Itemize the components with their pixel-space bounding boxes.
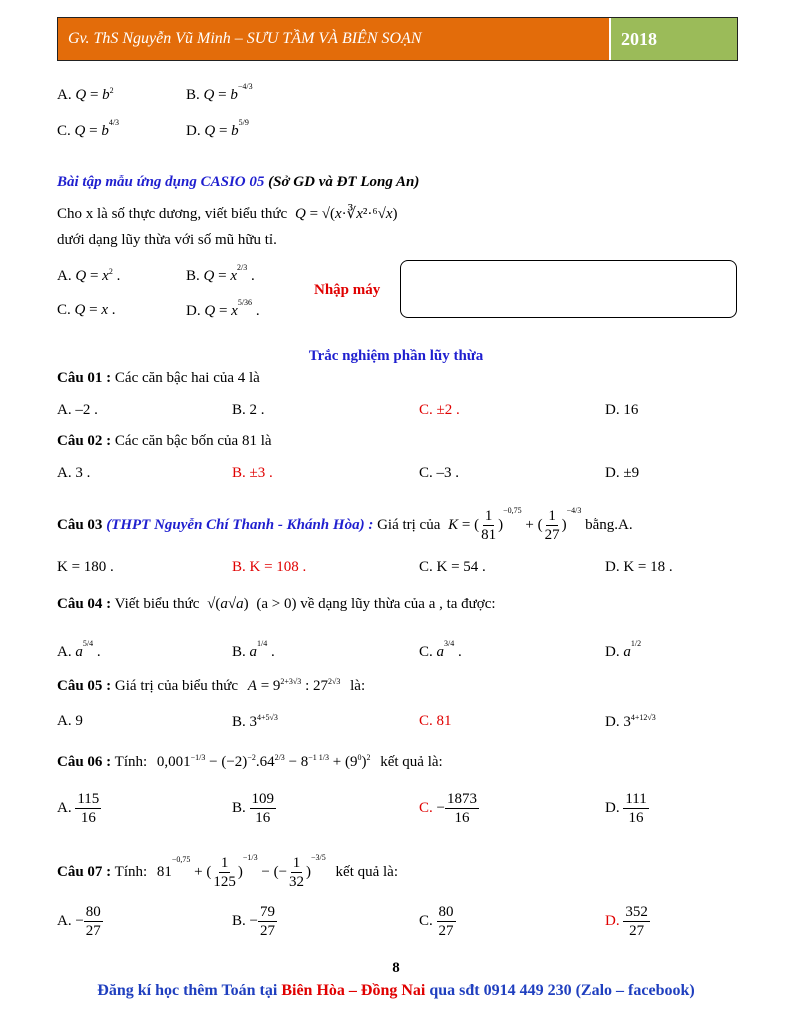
casio-option-d: D. $Q = x^{5/36}$ . xyxy=(186,298,260,319)
q3-option-a: K = 180 . xyxy=(57,559,114,575)
q7-expression: $81^{-0,75}$ + ( $\frac{1}{125}$ )$^{-1/3}$ − (− $\frac{1}{32}$ )$^{-3/5}$ xyxy=(156,853,326,891)
q7-option-d: D. $\frac{352}{27}$ xyxy=(605,904,648,939)
q6-tail: kết quả là: xyxy=(380,754,443,770)
q1-option-c: C. ±2 . xyxy=(419,402,460,418)
header-title: Gv. ThS Nguyễn Vũ Minh – SƯU TẦM VÀ BIÊN SOẠN xyxy=(58,18,611,60)
section-title: Trắc nghiệm phần lũy thừa xyxy=(308,348,484,364)
casio-input-box[interactable] xyxy=(400,260,737,318)
casio-option-c: C. Q = x . xyxy=(57,302,116,318)
q4-tail: về dạng lũy thừa của a , ta được: xyxy=(296,596,496,612)
prev-option-d: D. $Q = b^{5/9}$ xyxy=(186,118,249,139)
footer-place: Biên Hòa – Đồng Nai xyxy=(281,982,426,999)
q3-text: Giá trị của xyxy=(377,517,441,533)
casio-option-a: A. $Q = x^2$ . xyxy=(57,267,121,284)
q3-tail: bằng.A. xyxy=(585,517,633,533)
footer xyxy=(0,982,792,1000)
q4-expression: √(a√a) xyxy=(207,596,249,612)
q2-option-a: A. 3 . xyxy=(57,465,91,481)
q1-label: Câu 01 : xyxy=(57,370,112,386)
q6-option-c: C. − $\frac{1873}{16}$ xyxy=(419,791,477,826)
prev-option-c: C. $Q = b^{4/3}$ xyxy=(57,118,120,139)
q6-text: Tính: xyxy=(111,754,148,770)
q3-expression: K = ( $\frac{1}{81}$ )$^{-0,75}$ + ( $\frac{1}{27}$ )$^{-4/3}$ xyxy=(448,506,582,544)
q3-option-d: D. K = 18 . xyxy=(605,559,673,575)
q6-stem xyxy=(57,753,443,771)
q6-option-d: D. $\frac{111}{16}$ xyxy=(605,791,647,826)
q5-text: Giá trị của biểu thức xyxy=(111,678,239,694)
q7-option-b: B. − $\frac{79}{27}$ xyxy=(232,904,275,939)
q2-option-d: D. ±9 xyxy=(605,465,640,481)
casio-heading xyxy=(57,174,419,191)
q7-stem xyxy=(57,853,398,891)
q5-option-b: B. $3^{4+5√3}$ xyxy=(232,713,278,730)
q5-expression: $A = 9^{2+3√3}$ : $27^{2√3}$ xyxy=(247,677,341,694)
q3-source: (THPT Nguyễn Chí Thanh - Khánh Hòa) : xyxy=(106,517,374,533)
q2-stem xyxy=(57,433,272,450)
q2-label: Câu 02 : xyxy=(57,433,112,449)
q3-stem xyxy=(57,506,633,544)
q2-text: Các căn bậc bốn của 81 là xyxy=(111,433,272,449)
casio-title: Bài tập mẫu ứng dụng CASIO 05 xyxy=(57,174,265,190)
q5-label: Câu 05 : xyxy=(57,678,112,694)
q1-option-d: D. 16 xyxy=(605,402,639,418)
prev-option-b: B. $Q = b^{-4/3}$ xyxy=(186,82,253,103)
footer-text-2: qua sđt 0914 449 230 (Zalo – facebook) xyxy=(425,982,695,999)
q3-label: Câu 03 xyxy=(57,517,103,533)
q6-option-a: A. $\frac{115}{16}$ xyxy=(57,791,100,826)
q2-option-b: B. ±3 . xyxy=(232,465,273,481)
q5-option-d: D. $3^{4+12√3}$ xyxy=(605,713,656,730)
q2-option-c: C. –3 . xyxy=(419,465,460,481)
q4-condition: (a > 0) xyxy=(256,596,297,612)
q5-option-c: C. 81 xyxy=(419,713,452,729)
q4-option-b: B. $a^{1/4}$ . xyxy=(232,639,275,660)
casio-question xyxy=(57,204,398,223)
casio-input-label: Nhập máy xyxy=(314,282,381,298)
q7-option-a: A. − $\frac{80}{27}$ xyxy=(57,904,101,939)
q1-option-b: B. 2 . xyxy=(232,402,265,418)
casio-expression: Q = √(x·∛x²·⁶√x) xyxy=(294,206,398,222)
q3-option-b: B. K = 108 . xyxy=(232,559,307,575)
casio-source: (Sở GD và ĐT Long An) xyxy=(268,174,420,190)
casio-option-b: B. $Q = x^{2/3}$ . xyxy=(186,263,255,284)
page-header xyxy=(57,17,738,61)
casio-question-line1: Cho x là số thực dương, viết biểu thức xyxy=(57,206,288,222)
casio-question-line2: dưới dạng lũy thừa với số mũ hữu tỉ. xyxy=(57,232,277,248)
page-number: 8 xyxy=(392,960,400,976)
q4-option-d: D. $a^{1/2}$ xyxy=(605,639,642,660)
q6-expression: $0,001^{-1/3} - (-2)^{-2}.64^{2/3} - 8^{-1 1/3} + (9^0)^2$ xyxy=(156,753,371,770)
q5-option-a: A. 9 xyxy=(57,713,83,729)
q1-stem xyxy=(57,370,260,387)
q4-text: Viết biểu thức xyxy=(111,596,200,612)
q4-label: Câu 04 : xyxy=(57,596,112,612)
q5-stem xyxy=(57,677,365,695)
q7-label: Câu 07 : xyxy=(57,864,112,880)
q4-option-c: C. $a^{3/4}$ . xyxy=(419,639,462,660)
q3-option-c: C. K = 54 . xyxy=(419,559,486,575)
footer-text-1: Đăng kí học thêm Toán tại xyxy=(97,982,282,999)
q6-option-b: B. $\frac{109}{16}$ xyxy=(232,791,275,826)
q7-tail: kết quả là: xyxy=(335,864,399,880)
q4-stem xyxy=(57,596,496,613)
q7-option-c: C. $\frac{80}{27}$ xyxy=(419,904,454,939)
q5-tail: là: xyxy=(350,678,366,694)
q6-label: Câu 06 : xyxy=(57,754,112,770)
q4-option-a: A. $a^{5/4}$ . xyxy=(57,639,101,660)
q1-text: Các căn bậc hai của 4 là xyxy=(111,370,260,386)
q1-option-a: A. –2 . xyxy=(57,402,98,418)
header-year: 2018 xyxy=(611,18,737,60)
q7-text: Tính: xyxy=(111,864,148,880)
prev-option-a: A. $Q = b^2$ xyxy=(57,86,114,103)
